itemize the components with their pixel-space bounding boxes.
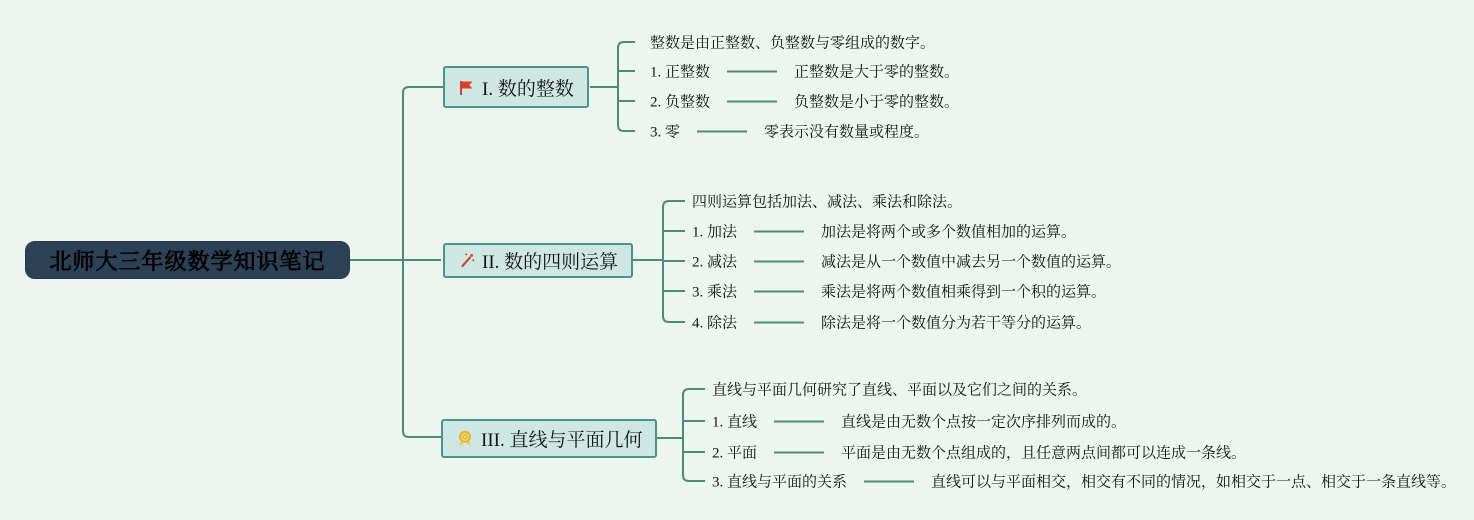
branch-node-geometry[interactable] — [441, 419, 657, 458]
child-row — [692, 251, 1121, 272]
child-desc[interactable]: 负整数是小于零的整数。 — [794, 94, 960, 111]
child-label[interactable]: 3. 零 — [650, 124, 681, 141]
child-connector-line — [727, 70, 777, 72]
child-connector-line — [697, 130, 747, 132]
child-connector-line — [774, 451, 824, 453]
child-label[interactable]: 2. 平面 — [712, 445, 758, 462]
branch-label: II. 数的四则运算 — [482, 252, 619, 273]
child-row — [650, 61, 959, 82]
summary-row — [692, 191, 962, 212]
child-row — [692, 221, 1076, 242]
child-row — [692, 312, 1091, 333]
child-row — [650, 121, 929, 142]
child-label[interactable]: 3. 乘法 — [692, 284, 738, 301]
root-node[interactable]: 北师大三年级数学知识笔记 — [25, 241, 350, 279]
child-label[interactable]: 3. 直线与平面的关系 — [712, 474, 848, 491]
child-desc[interactable]: 零表示没有数量或程度。 — [764, 124, 930, 141]
child-connector-line — [754, 321, 804, 323]
child-connector-line — [754, 260, 804, 262]
child-row — [712, 471, 1456, 492]
child-desc[interactable]: 直线可以与平面相交，相交有不同的情况，如相交于一点、相交于一条直线等。 — [931, 474, 1457, 491]
child-row — [712, 411, 1126, 432]
child-label[interactable]: 2. 减法 — [692, 254, 738, 271]
child-desc[interactable]: 除法是将一个数值分为若干等分的运算。 — [821, 315, 1092, 332]
branch-label: I. 数的整数 — [482, 78, 574, 100]
child-connector-line — [774, 420, 824, 422]
child-label[interactable]: 2. 负整数 — [650, 94, 711, 111]
child-desc[interactable]: 直线是由无数个点按一定次序排列而成的。 — [841, 414, 1127, 431]
child-connector-line — [864, 480, 914, 482]
child-desc[interactable]: 乘法是将两个数值相乘得到一个积的运算。 — [821, 284, 1107, 301]
summary-text[interactable]: 直线与平面几何研究了直线、平面以及它们之间的关系。 — [712, 382, 1088, 399]
summary-row — [650, 32, 935, 53]
summary-text[interactable]: 四则运算包括加法、减法、乘法和除法。 — [692, 194, 963, 211]
child-label[interactable]: 4. 除法 — [692, 315, 738, 332]
summary-row — [712, 379, 1087, 400]
child-desc[interactable]: 正整数是大于零的整数。 — [794, 64, 960, 81]
red-flag-icon — [458, 79, 475, 96]
child-label[interactable]: 1. 直线 — [712, 414, 758, 431]
child-desc[interactable]: 加法是将两个或多个数值相加的运算。 — [821, 224, 1077, 241]
magic-wand-icon — [458, 252, 475, 269]
child-label[interactable]: 1. 加法 — [692, 224, 738, 241]
child-connector-line — [754, 230, 804, 232]
summary-text[interactable]: 整数是由正整数、负整数与零组成的数字。 — [650, 35, 936, 52]
child-row — [692, 281, 1106, 302]
child-connector-line — [754, 290, 804, 292]
child-row — [712, 442, 1246, 463]
child-row — [650, 91, 959, 112]
child-desc[interactable]: 减法是从一个数值中减去另一个数值的运算。 — [821, 254, 1122, 271]
gold-medal-icon — [456, 430, 474, 448]
branch-node-operations[interactable] — [443, 243, 633, 278]
child-label[interactable]: 1. 正整数 — [650, 64, 711, 81]
branch-node-integers[interactable] — [443, 66, 589, 108]
child-desc[interactable]: 平面是由无数个点组成的，且任意两点间都可以连成一条线。 — [841, 445, 1247, 462]
child-connector-line — [727, 100, 777, 102]
branch-label: III. 直线与平面几何 — [481, 430, 643, 451]
